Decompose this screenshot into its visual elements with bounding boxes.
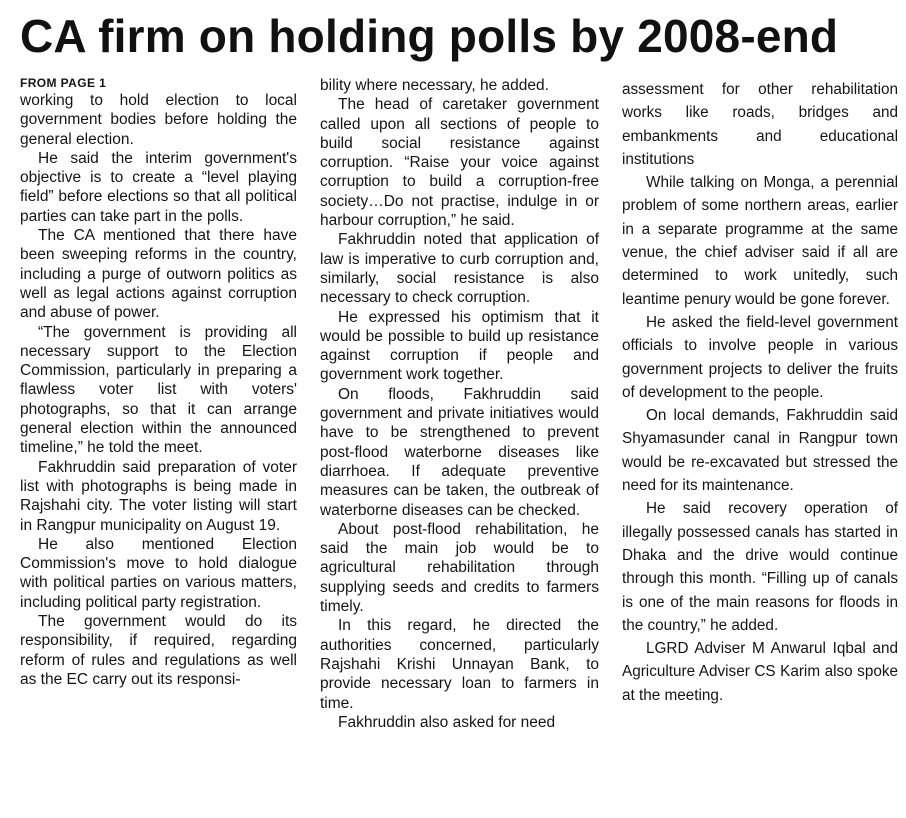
article-column-3 [622,78,898,707]
paragraph: In this regard, he directed the authorities concerned, particularly Rajshahi Krishi Unnayan Bank, to provide necessary loan to farmers in time. [320,617,599,712]
paragraph: The government would do its responsibility, if required, regarding reform of rules and regulations as well as the EC carry out its responsi- [20,613,297,688]
paragraph: working to hold election to local government bodies before holding the general election. [20,92,297,148]
paragraph: assessment for other rehabilitation works like roads, bridges and embankments and educational institutions [622,81,898,168]
paragraph: He also mentioned Election Commission's move to hold dialogue with political parties on various matters, including political party registration. [20,535,297,611]
paragraph: About post-flood rehabilitation, he said the main job would be to agricultural rehabilitation through supplying seeds and credits to farmers timely. [320,520,599,616]
paragraph: He said the interim government's objective is to create a “level playing field” before elections so that all political parties can take part in the polls. [20,149,297,225]
paragraph: “The government is providing all necessary support to the Election Commission, particularly in preparing a flawless voter list with voters' photographs, so that it can arrange general election within the announced timeline,” he told the meet. [20,323,297,457]
article-column-1 [20,76,297,689]
paragraph: The head of caretaker government called upon all sections of people to build social resistance against corruption. “Raise your voice against corruption to build a corruption-free society…Do not practise, indulge in or harbour corruption,” he said. [320,96,599,230]
paragraph: While talking on Monga, a perennial problem of some northern areas, earlier in a separate programme at the same venue, the chief adviser said if all are determined to work unitedly, such leantime penury would be gone forever. [622,174,898,308]
paragraph: On floods, Fakhruddin said government and private initiatives would have to be strengthened to prevent post-flood waterborne diseases like diarrhoea. If adequate preventive measures can be taken, the outbreak of waterborne diseases can be checked. [320,385,599,519]
paragraph: The CA mentioned that there have been sweeping reforms in the country, including a purge of outworn politics as well as legal actions against corruption and abuse of power. [20,227,297,322]
paragraph: LGRD Adviser M Anwarul Iqbal and Agriculture Adviser CS Karim also spoke at the meeting. [622,640,898,704]
headline: CA firm on holding polls by 2008-end [20,10,839,62]
paragraph: Fakhruddin also asked for need [338,713,556,731]
article-column-2 [320,76,599,732]
paragraph: He expressed his optimism that it would be possible to build up resistance against corruption if people and government work together. [320,308,599,384]
paragraph: He said recovery operation of illegally possessed canals has started in Dhaka and the drive would continue through this month. “Filling up of canals is one of the main reasons for floods in the country,” he added. [622,500,898,634]
paragraph: bility where necessary, he added. [320,77,549,94]
continuation-kicker: FROM PAGE 1 [20,76,107,90]
paragraph: On local demands, Fakhruddin said Shyamasunder canal in Rangpur town would be re-excavated but stressed the need for its maintenance. [622,407,898,495]
paragraph: Fakhruddin said preparation of voter list with photographs is being made in Rajshahi city. The voter listing will start in Rangpur municipality on August 19. [20,458,297,534]
paragraph: He asked the field-level government officials to involve people in various government projects to deliver the fruits of development to the people. [622,313,898,401]
paragraph: Fakhruddin noted that application of law is imperative to curb corruption and, similarly, social resistance is also necessary to check corruption. [320,231,599,307]
